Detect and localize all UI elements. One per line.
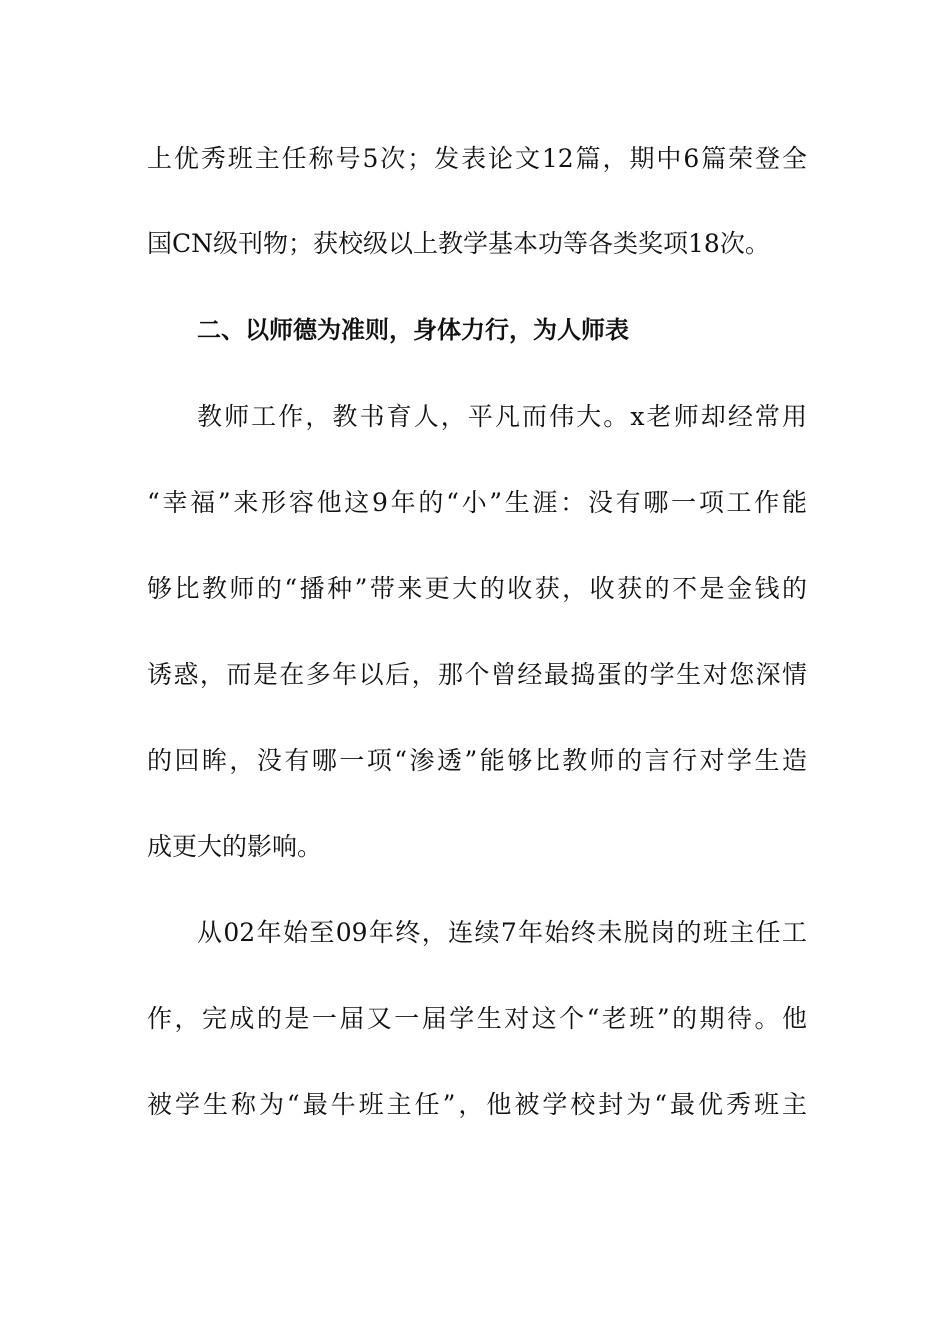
- body-text-line: 够比教师的“播种”带来更大的收获，收获的不是金钱的: [147, 574, 807, 603]
- section-heading: 二、以师德为准则，身体力行，为人师表: [197, 315, 629, 344]
- body-text-line: 作，完成的是一届又一届学生对这个“老班”的期待。他: [147, 1004, 807, 1033]
- body-text-line: 国CN级刊物；获校级以上教学基本功等各类奖项18次。: [147, 229, 770, 258]
- body-text-line: 诱惑，而是在多年以后，那个曾经最捣蛋的学生对您深情: [147, 660, 807, 689]
- body-text-line: 被学生称为“最牛班主任”，他被学校封为“最优秀班主: [147, 1090, 807, 1119]
- body-text-line: 成更大的影响。: [147, 832, 323, 861]
- paragraph-first-line: 教师工作，教书育人，平凡而伟大。x老师却经常用: [197, 402, 807, 431]
- paragraph-first-line: 从02年始至09年终，连续7年始终未脱岗的班主任工: [197, 918, 807, 947]
- body-text-line: 的回眸，没有哪一项“渗透”能够比教师的言行对学生造: [147, 746, 807, 775]
- body-text-line: “幸福”来形容他这9年的“小”生涯：没有哪一项工作能: [147, 488, 807, 517]
- body-text-line: 上优秀班主任称号5次；发表论文12篇，期中6篇荣登全: [147, 144, 807, 173]
